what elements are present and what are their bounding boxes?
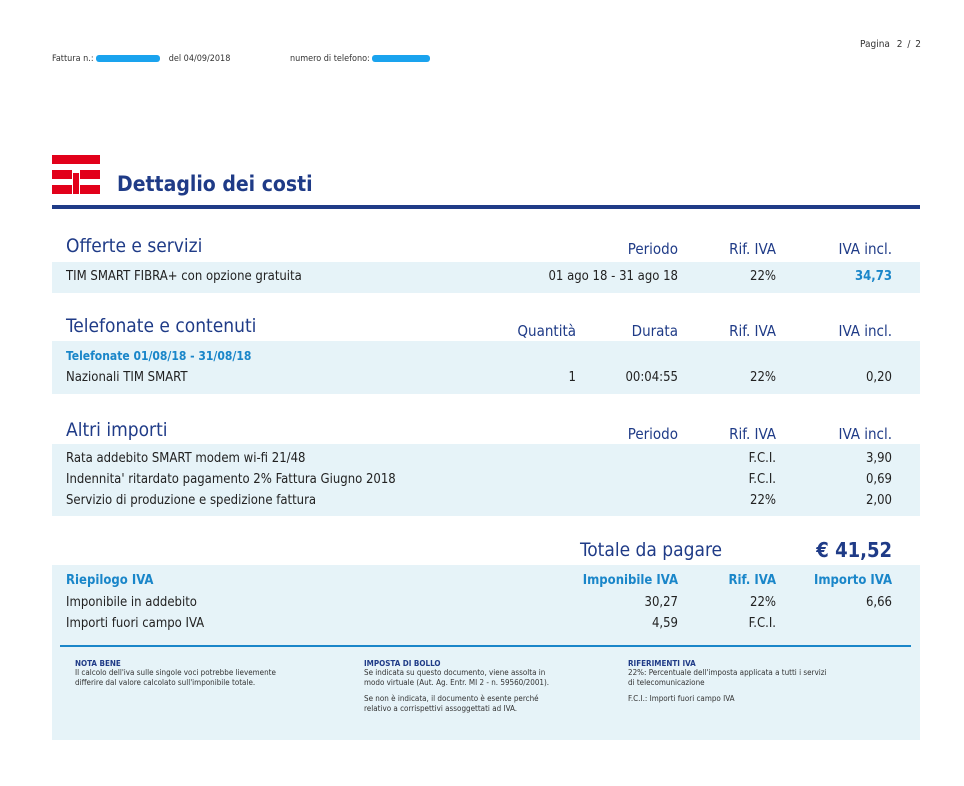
altri-row-desc: Rata addebito SMART modem wi-fi 21/48: [66, 451, 306, 466]
telefonate-subheader: Telefonate 01/08/18 - 31/08/18: [66, 349, 252, 363]
page-current: 2: [896, 39, 903, 50]
invoice-label: Fattura n.:: [52, 54, 94, 64]
riferimenti-iva-block: [628, 659, 908, 704]
imposta-bollo-block: [364, 659, 614, 714]
tim-logo-icon: [52, 155, 100, 197]
page-title: Dettaglio dei costi: [117, 172, 313, 196]
riferimenti-iva-line: di telecomunicazione: [628, 678, 705, 687]
riepilogo-row-iva: 22%: [750, 595, 776, 610]
page-total: 2: [915, 39, 922, 50]
notes-divider: [60, 645, 911, 647]
altri-row-importo: 2,00: [865, 493, 892, 508]
telefonate-col-durata: Durata: [631, 322, 678, 340]
totale-value: € 41,52: [816, 538, 892, 562]
offerte-row-iva: 22%: [750, 269, 776, 284]
page-indicator: [860, 39, 921, 50]
phone-line: [290, 54, 430, 64]
imposta-bollo-line: modo virtuale (Aut. Ag. Entr. MI 2 - n. 59560/2001).: [364, 678, 550, 687]
offerte-section-title: Offerte e servizi: [66, 235, 203, 257]
telefonate-row-durata: 00:04:55: [625, 370, 678, 385]
altri-row-iva: F.C.I.: [748, 451, 776, 466]
telefonate-row-quantita: 1: [568, 370, 576, 385]
imposta-bollo-title: IMPOSTA DI BOLLO: [364, 659, 441, 668]
riferimenti-iva-line: F.C.I.: Importi fuori campo IVA: [628, 694, 735, 703]
altri-row-iva: 22%: [750, 493, 776, 508]
riepilogo-col-imponibile: Imponibile IVA: [582, 573, 678, 588]
offerte-col-rif-iva: Rif. IVA: [729, 240, 776, 258]
page-label: Pagina: [860, 39, 890, 50]
nota-bene-line: Il calcolo dell'iva sulle singole voci potrebbe lievemente: [75, 668, 276, 677]
title-divider: [52, 205, 920, 209]
altri-row-importo: 3,90: [865, 451, 892, 466]
telefonate-row-iva: 22%: [750, 370, 776, 385]
imposta-bollo-line: Se non è indicata, il documento è esente perché: [364, 694, 539, 703]
offerte-col-periodo: Periodo: [627, 240, 678, 258]
altri-section-title: Altri importi: [66, 419, 168, 441]
altri-row-desc: Indennita' ritardato pagamento 2% Fattura Giugno 2018: [66, 472, 396, 487]
altri-col-iva-incl: IVA incl.: [838, 425, 892, 443]
riferimenti-iva-line: 22%: Percentuale dell'imposta applicata a tutti i servizi: [628, 668, 827, 677]
offerte-row-importo: 34,73: [855, 269, 892, 284]
riepilogo-col-importo: Importo IVA: [814, 573, 892, 588]
nota-bene-line: differire dal valore calcolato sull'imponibile totale.: [75, 678, 256, 687]
offerte-row-desc: TIM SMART FIBRA+ con opzione gratuita: [66, 269, 302, 284]
riepilogo-title: Riepilogo IVA: [66, 573, 154, 588]
altri-row-importo: 0,69: [865, 472, 892, 487]
redacted-phone-number: [372, 55, 430, 62]
telefonate-row-desc: Nazionali TIM SMART: [66, 370, 188, 385]
telefonate-section-title: Telefonate e contenuti: [66, 315, 257, 337]
telefonate-col-quantita: Quantità: [517, 322, 576, 340]
invoice-number-line: [52, 54, 230, 64]
riepilogo-row-desc: Importi fuori campo IVA: [66, 616, 205, 631]
imposta-bollo-line: Se indicata su questo documento, viene assolta in: [364, 668, 546, 677]
riepilogo-row-desc: Imponibile in addebito: [66, 595, 197, 610]
riferimenti-iva-title: RIFERIMENTI IVA: [628, 659, 696, 668]
riepilogo-row-importo: 6,66: [865, 595, 892, 610]
telefonate-col-rif-iva: Rif. IVA: [729, 322, 776, 340]
offerte-row-periodo: 01 ago 18 - 31 ago 18: [548, 269, 678, 284]
altri-col-periodo: Periodo: [627, 425, 678, 443]
phone-label: numero di telefono:: [290, 54, 370, 64]
nota-bene-block: [75, 659, 345, 688]
riepilogo-row-imponibile: 30,27: [644, 595, 678, 610]
riepilogo-row-imponibile: 4,59: [651, 616, 678, 631]
redacted-invoice-number: [96, 55, 160, 62]
riepilogo-col-rif-iva: Rif. IVA: [728, 573, 776, 588]
nota-bene-title: NOTA BENE: [75, 659, 121, 668]
altri-col-rif-iva: Rif. IVA: [729, 425, 776, 443]
telefonate-row-importo: 0,20: [865, 370, 892, 385]
altri-row-desc: Servizio di produzione e spedizione fattura: [66, 493, 317, 508]
totale-label: Totale da pagare: [580, 539, 723, 561]
imposta-bollo-line: relativo a corrispettivi assoggettati ad IVA.: [364, 704, 518, 713]
telefonate-col-iva-incl: IVA incl.: [838, 322, 892, 340]
offerte-col-iva-incl: IVA incl.: [838, 240, 892, 258]
riepilogo-row-iva: F.C.I.: [748, 616, 776, 631]
page-separator: /: [907, 39, 911, 50]
invoice-date: del 04/09/2018: [168, 54, 231, 64]
altri-row-iva: F.C.I.: [748, 472, 776, 487]
